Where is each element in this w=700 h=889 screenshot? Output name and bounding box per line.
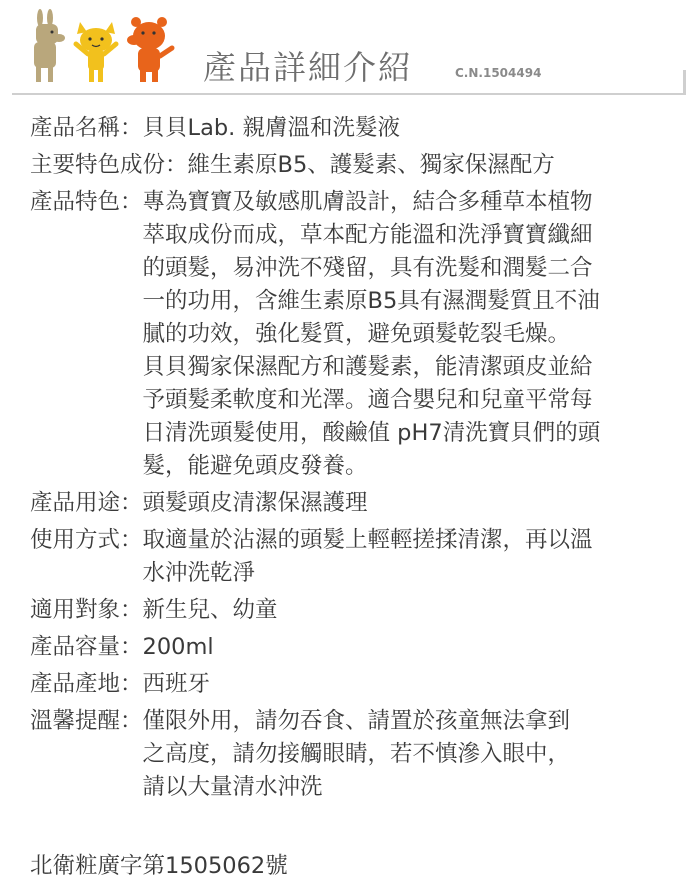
detail-row bbox=[30, 487, 695, 520]
label-colon: ： bbox=[120, 490, 143, 516]
detail-value-line: 貝貝Lab. 親膚溫和洗髮液 bbox=[142, 115, 400, 141]
detail-label: 產品名稱 bbox=[30, 115, 121, 141]
detail-value-line: 僅限外用，請勿吞食、請置於孩童無法拿到 bbox=[142, 708, 571, 734]
label-colon: ： bbox=[120, 189, 143, 215]
detail-value-line: 之高度，請勿接觸眼睛，若不慎滲入眼中， bbox=[142, 741, 571, 767]
detail-value-line: 日清洗頭髮使用，酸鹼值 pH7清洗寶貝們的頭 bbox=[142, 420, 601, 446]
label-colon: ： bbox=[120, 527, 143, 553]
detail-value-line: 一的功用，含維生素原B5具有濕潤髮質且不油 bbox=[142, 288, 600, 314]
product-details bbox=[30, 112, 695, 808]
detail-label: 產品用途 bbox=[30, 490, 121, 516]
header-divider-end bbox=[683, 70, 686, 95]
detail-label: 產品產地 bbox=[30, 671, 121, 697]
detail-value-line: 維生素原B5、護髮素、獨家保濕配方 bbox=[187, 152, 555, 178]
detail-value bbox=[143, 705, 695, 804]
detail-value-line: 請以大量清水沖洗 bbox=[142, 774, 323, 800]
label-colon: ： bbox=[120, 708, 143, 734]
license-number: 北衛粧廣字第1505062號 bbox=[30, 853, 288, 879]
detail-value bbox=[143, 112, 695, 145]
detail-value bbox=[143, 631, 695, 664]
label-colon: ： bbox=[165, 152, 188, 178]
mascot-group bbox=[30, 8, 180, 88]
detail-label: 產品特色 bbox=[30, 189, 121, 215]
detail-row bbox=[30, 705, 695, 804]
detail-value-line: 水沖洗乾淨 bbox=[142, 560, 256, 586]
detail-row bbox=[30, 631, 695, 664]
detail-value bbox=[143, 524, 695, 590]
page-title: 產品詳細介紹 bbox=[203, 48, 413, 87]
detail-label: 溫馨提醒 bbox=[30, 708, 121, 734]
detail-value-line: 頭髮頭皮清潔保濕護理 bbox=[142, 490, 368, 516]
detail-row bbox=[30, 524, 695, 590]
detail-value-line: 西班牙 bbox=[142, 671, 211, 697]
detail-value bbox=[143, 668, 695, 701]
detail-value bbox=[143, 186, 695, 483]
license-line bbox=[30, 850, 288, 883]
detail-value-line: 予頭髮柔軟度和光澤。適合嬰兒和兒童平常每 bbox=[142, 387, 593, 413]
donkey-icon bbox=[34, 9, 65, 82]
detail-label: 適用對象 bbox=[30, 597, 121, 623]
detail-value-line: 髮，能避免頭皮發養。 bbox=[142, 453, 368, 479]
label-colon: ： bbox=[120, 634, 143, 660]
detail-value-line: 新生兒、幼童 bbox=[142, 597, 278, 623]
detail-value-line: 的頭髮，易沖洗不殘留，具有洗髮和潤髮二合 bbox=[142, 255, 593, 281]
header bbox=[0, 0, 700, 100]
detail-value-line: 貝貝獨家保濕配方和護髮素，能清潔頭皮並給 bbox=[142, 354, 593, 380]
header-divider bbox=[12, 93, 686, 95]
dog-yellow-icon bbox=[76, 22, 116, 82]
detail-row bbox=[30, 149, 695, 182]
detail-value bbox=[188, 149, 695, 182]
detail-row bbox=[30, 668, 695, 701]
label-colon: ： bbox=[120, 671, 143, 697]
detail-value-line: 萃取成份而成，草本配方能溫和洗淨寶寶纖細 bbox=[142, 222, 593, 248]
detail-value-line: 200ml bbox=[142, 634, 214, 660]
detail-value bbox=[143, 487, 695, 520]
detail-label: 使用方式 bbox=[30, 527, 121, 553]
detail-row bbox=[30, 112, 695, 145]
detail-label: 主要特色成份 bbox=[30, 152, 166, 178]
label-colon: ： bbox=[120, 597, 143, 623]
detail-value-line: 專為寶寶及敏感肌膚設計，結合多種草本植物 bbox=[142, 189, 593, 215]
detail-value bbox=[143, 594, 695, 627]
certificate-number: C.N.1504494 bbox=[455, 66, 542, 80]
detail-row bbox=[30, 186, 695, 483]
detail-value-line: 取適量於沾濕的頭髮上輕輕搓揉清潔，再以溫 bbox=[142, 527, 593, 553]
label-colon: ： bbox=[120, 115, 143, 141]
bear-orange-icon bbox=[127, 17, 172, 82]
detail-label: 產品容量 bbox=[30, 634, 121, 660]
detail-row bbox=[30, 594, 695, 627]
detail-value-line: 膩的功效，強化髮質，避免頭髮乾裂毛燥。 bbox=[142, 321, 571, 347]
